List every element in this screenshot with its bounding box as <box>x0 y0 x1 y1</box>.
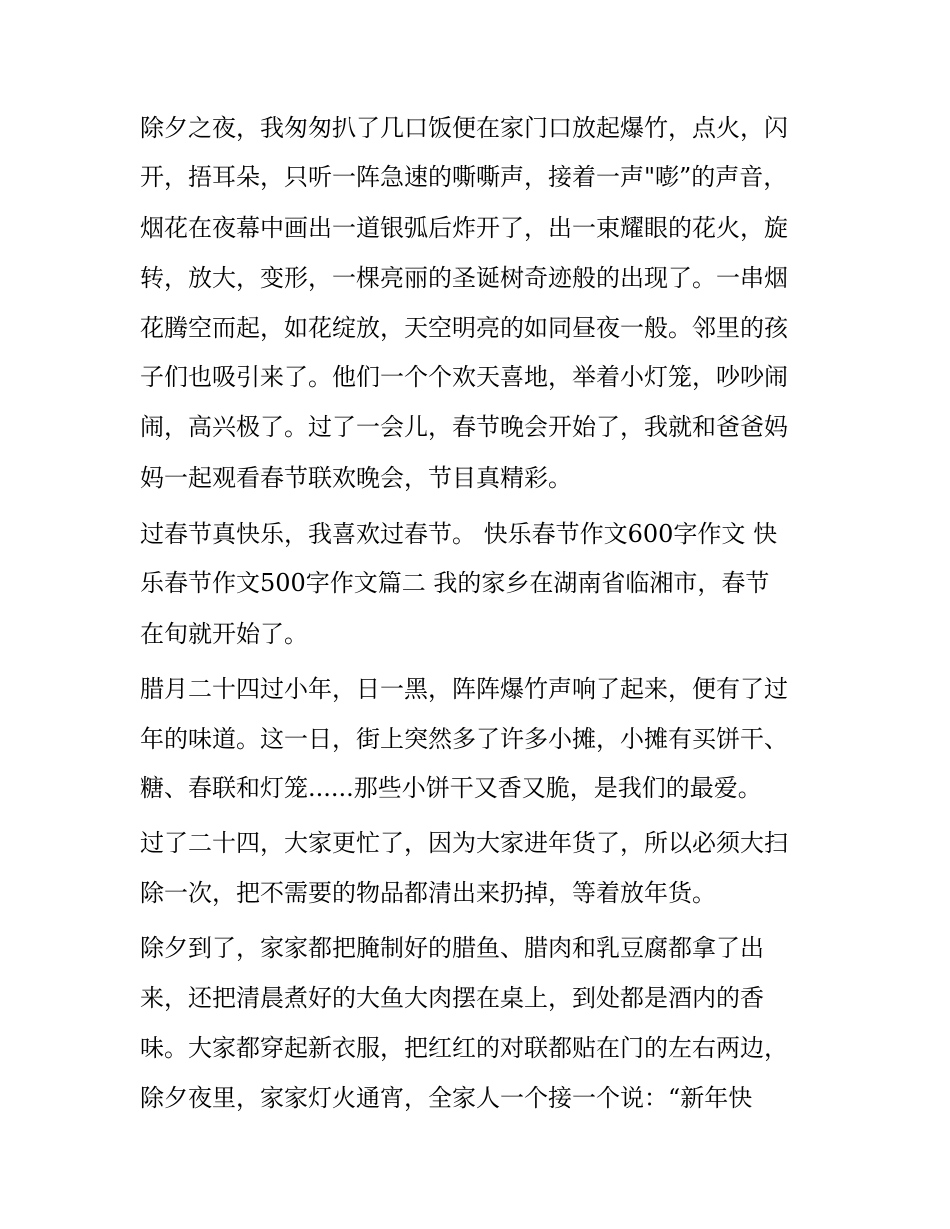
text-line: 开，捂耳朵，只听一阵急速的嘶嘶声，接着一声"嘭”的声音， <box>140 163 788 191</box>
text-line: 年的味道。这一日，街上突然多了许多小摊，小摊有买饼干、 <box>140 725 788 753</box>
text-line: 腊月二十四过小年，日一黑，阵阵爆竹声响了起来，便有了过 <box>140 675 788 703</box>
text-line: 除夕之夜，我匆匆扒了几口饭便在家门口放起爆竹，点火，闪 <box>140 114 788 142</box>
text-line: 乐春节作文500字作文篇二 我的家乡在湖南省临湘市，春节 <box>140 569 770 597</box>
text-line: 在旬就开始了。 <box>140 620 308 648</box>
text-line: 除夕夜里，家家灯火通宵，全家人一个接一个说：“新年快 <box>140 1084 753 1112</box>
text-line: 除一次，把不需要的物品都清出来扔掉，等着放年货。 <box>140 879 716 907</box>
text-line: 闹，高兴极了。过了一会儿，春节晚会开始了，我就和爸爸妈 <box>140 413 788 441</box>
text-line: 过春节真快乐，我喜欢过春节。 快乐春节作文600字作文 快 <box>140 520 778 548</box>
text-line: 子们也吸引来了。他们一个个欢天喜地，举着小灯笼，吵吵闹 <box>140 363 788 391</box>
text-line: 妈一起观看春节联欢晚会，节目真精彩。 <box>140 464 572 492</box>
text-line: 味。大家都穿起新衣服，把红红的对联都贴在门的左右两边， <box>140 1034 788 1062</box>
text-line: 转，放大，变形，一棵亮丽的圣诞树奇迹般的出现了。一串烟 <box>140 264 788 292</box>
text-line: 来，还把清晨煮好的大鱼大肉摆在桌上，到处都是酒内的香 <box>140 984 764 1012</box>
text-line: 花腾空而起，如花绽放，天空明亮的如同昼夜一般。邻里的孩 <box>140 314 788 342</box>
text-line: 过了二十四，大家更忙了，因为大家进年货了，所以必须大扫 <box>140 829 788 857</box>
text-line: 糖、春联和灯笼......那些小饼干又香又脆，是我们的最爱。 <box>140 774 762 802</box>
text-line: 烟花在夜幕中画出一道银弧后炸开了，出一束耀眼的花火，旋 <box>140 214 788 242</box>
text-line: 除夕到了，家家都把腌制好的腊鱼、腊肉和乳豆腐都拿了出 <box>140 934 764 962</box>
